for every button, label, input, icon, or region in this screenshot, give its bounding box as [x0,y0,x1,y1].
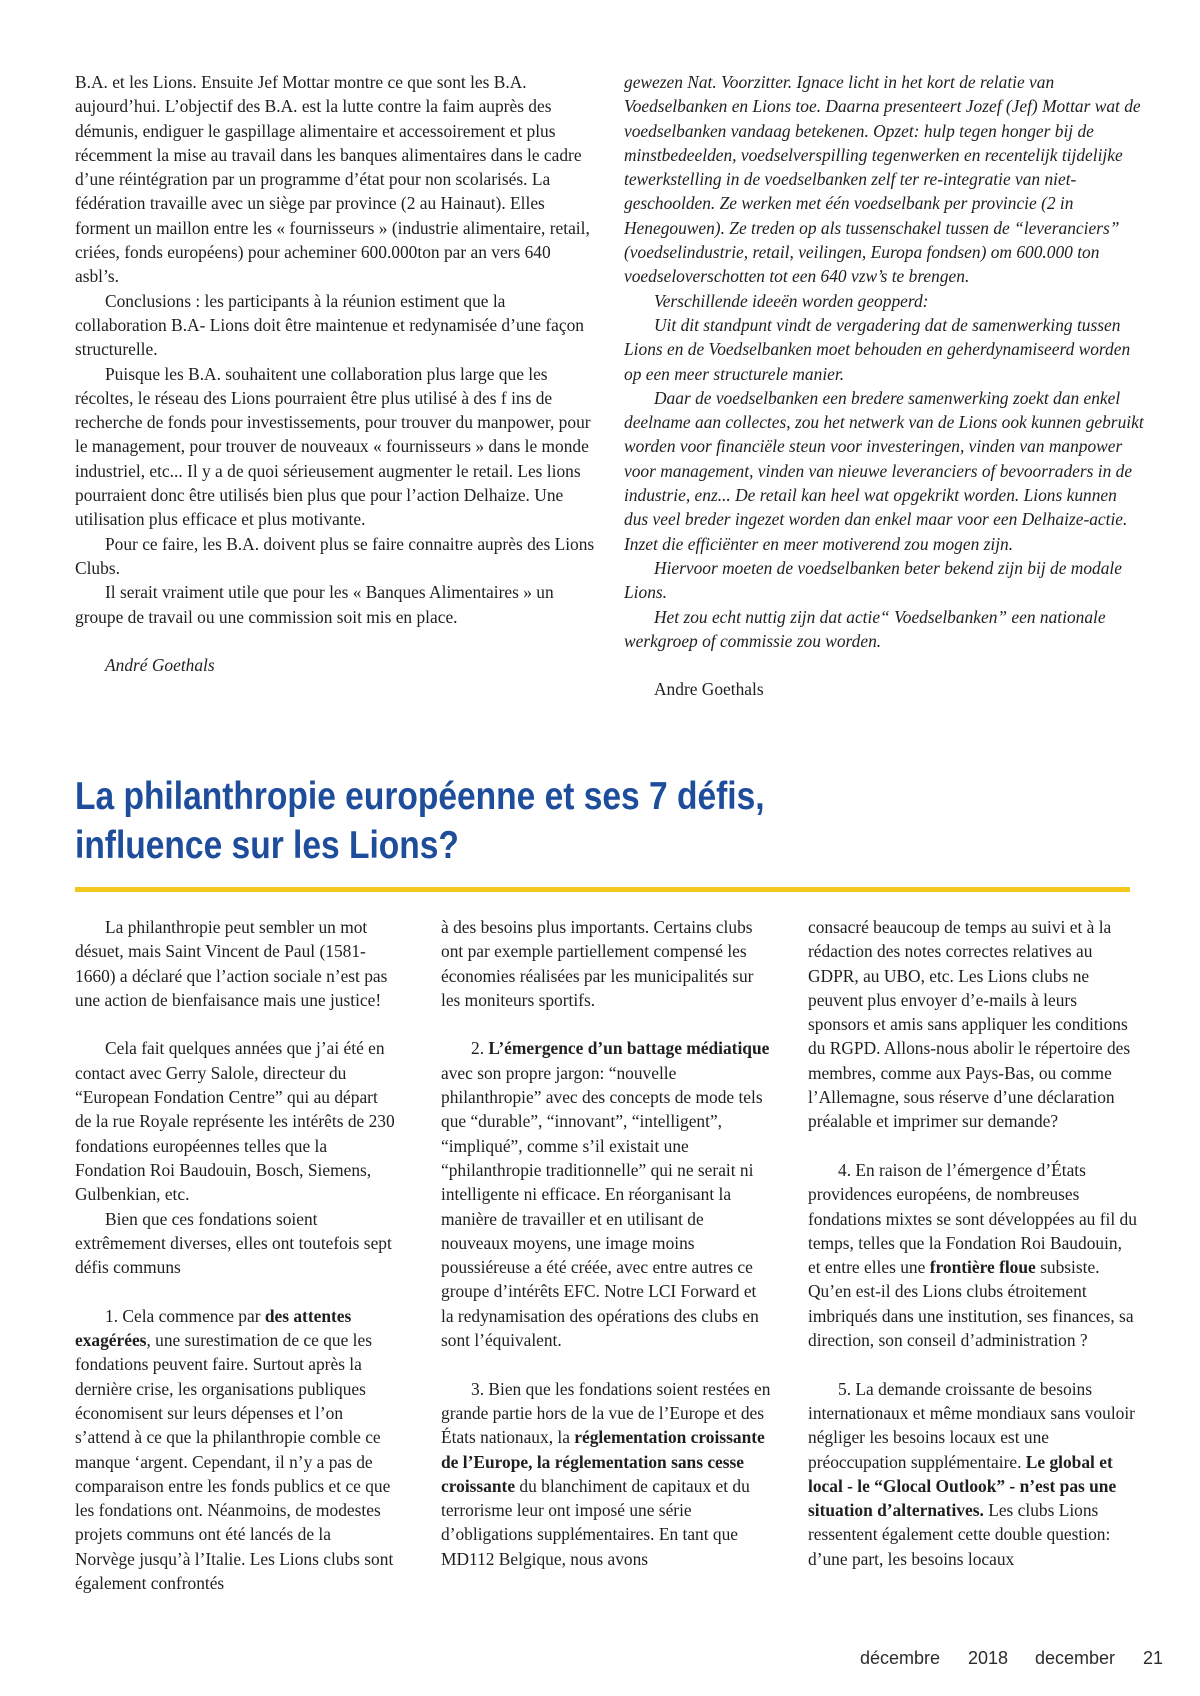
dutch-summary-column [624,70,1144,702]
c3-p2-text: 4. En raison de l’émergence d’États providences européens, de nombreuses fondations mixtes se sont développées au fil du temps, telles que la Fondation Roi Baudouin, et entre elles une [808,1159,1137,1278]
footer-month-nl: december [1035,1648,1116,1668]
nl-paragraph-3: Uit dit standpunt vindt de vergadering dat de samenwerking tussen Lions en de Voedselbanken moet behouden en geherdynamiseerd worden op een meer structurele manier. [624,314,1131,384]
fr-paragraph-3: Puisque les B.A. souhaitent une collaboration plus large que les récoltes, le réseau des Lions pourraient être plus utilisé à des f ins de recherche de fonds pour investissements, pour trouver du manpower, pour le management, pour trouver de nouveaux « fournisseurs » dans le monde industriel, etc... Il y a de quoi sérieusement augmenter le retail. Les lions pourraient donc être utilisés bien plus que pour l’action Delhaize. Une utilisation plus efficace et plus motivante. [75,363,591,530]
footer-month-fr: décembre [860,1648,941,1668]
article-column-3 [808,915,1138,1571]
c3-paragraph-challenge-5 [808,1377,1138,1571]
page-number: 21 [1143,1648,1164,1668]
c1-paragraph-challenge-1 [75,1304,395,1596]
c3-p2-text-rest: subsiste. Qu’en est-il des Lions clubs étroitement imbriqués dans une institution, ses finances, sa direction, son conseil d’administration ? [808,1257,1134,1351]
c2-paragraph-challenge-3 [441,1377,771,1571]
c3-p2-emphasis: frontière floue [929,1257,1036,1278]
fr-paragraph-5: Il serait vraiment utile que pour les « Banques Alimentaires » un groupe de travail ou une commission soit mis en place. [75,582,554,627]
article-title [75,772,987,870]
c2-paragraph-1: à des besoins plus importants. Certains clubs ont par exemple partiellement compensé les économies réalisées par les municipalités sur les moniteurs sportifs. [441,917,754,1010]
c2-p3-emphasis: réglementation croissante de l’Europe, la réglementation sans cesse croissante [441,1427,765,1496]
c2-p2-text-rest: avec son propre jargon: “nouvelle philanthropie” avec des concepts de mode tels que “durable”, “innovant”, “intelligent”, “impliqué”, comme s’il existait une “philanthropie traditionnelle” qui ne serait ni intelligente ni efficace. En réorganisant la manière de travailler et en utilisant de nouveaux moyens, une image moins poussiéreuse a été créée, avec entre autres ce groupe d’intérêts EFC. Notre LCI Forward et la redynamisation des opérations des clubs en sont l’équivalent. [441,1062,763,1351]
article-title-line-1: La philanthropie européenne et ses 7 défis, [75,775,765,818]
c3-p3-emphasis: Le global et local - le “Glocal Outlook” - n’est pas une situation d’alternatives. [808,1451,1117,1521]
c1-p4-text: 1. Cela commence par [105,1305,265,1326]
c1-p4-text-rest: , une surestimation de ce que les fondations peuvent faire. Surtout après la dernière crise, les organisations publiques économisent sur leurs dépenses et l’on s’attend à ce que la philanthropie comble ce manque ‘argent. Cependant, il n’y a pas de comparaison entre les fonds publics et ce que les fondations ont. Néanmoins, de modestes projets communs ont été lancés de la Norvège jusqu’à l’Italie. Les Lions clubs sont également confrontés [75,1330,394,1594]
c2-p3-text: 3. Bien que les fondations soient restées en grande partie hors de la vue de l’Europe et des États nationaux, la [441,1378,771,1448]
nl-paragraph-4: Daar de voedselbanken een bredere samenwerking zoekt dan enkel deelname aan collectes, zou het netwerk van de Lions ook kunnen gebruikt worden voor financiële steun voor investeringen, vinden van manpower voor management, vinden van nieuwe leveranciers of bevoorraders in de industrie, enz... De retail kan heel wat opgekrikt worden. Lions kunnen dus veel breder ingezet worden dan enkel maar voor een Delhaize-actie. Inzet die efficiënter en meer motiverend zou mogen zijn. [624,387,1144,554]
footer-year: 2018 [968,1648,1009,1668]
article-column-2 [441,915,771,1571]
nl-paragraph-2: Verschillende ideeën worden geopperd: [654,290,929,311]
fr-paragraph-2: Conclusions : les participants à la réunion estiment que la collaboration B.A- Lions doit être maintenue et redynamisée d’une façon structurelle. [75,290,584,360]
c1-p4-emphasis: des attentes exagérées [75,1305,352,1351]
nl-paragraph-5: Hiervoor moeten de voedselbanken beter bekend zijn bij de modale Lions. [624,557,1122,603]
c2-paragraph-challenge-2 [441,1036,771,1352]
title-underline-rule [75,887,1130,892]
nl-paragraph-6: Het zou echt nuttig zijn dat actie“ Voedselbanken” een nationale werkgroep of commissie zou worden. [624,606,1106,651]
article-title-line-2: influence sur les Lions? [75,824,459,867]
article-column-1 [75,915,395,1595]
c1-paragraph-2: Cela fait quelques années que j’ai été en contact avec Gerry Salole, directeur du “European Fondation Centre” qui au départ de la rue Royale représente les intérêts de 230 fondations européennes telles que la Fondation Roi Baudouin, Bosch, Siemens, Gulbenkian, etc. [75,1038,395,1205]
fr-paragraph-4: Pour ce faire, les B.A. doivent plus se faire connaitre auprès des Lions Clubs. [75,533,595,578]
c2-p3-text-rest: du blanchiment de capitaux et du terrorisme leur ont imposé une série d’obligations supplémentaires. En tant que MD112 Belgique, nous avons [441,1475,750,1569]
nl-paragraph-1: gewezen Nat. Voorzitter. Ignace licht in het kort de relatie van Voedselbanken en Lions toe. Daarna presenteert Jozef (Jef) Mottar wat de voedselbanken vandaag betekenen. Opzet: hulp tegen honger bij de minstbedeelden, voedselverspilling tegenwerken en recentelijk tijdelijke tewerkstelling in de voedselbanken zelf ter re-integratie van niet-geschoolden. Ze werken met één voedselbank per provincie (2 in Henegouwen). Ze treden op als tussenschakel tussen de “leveranciers” (voedselindustrie, retail, veilingen, Europa fondsen) om 600.000 ton voedseloverschotten tot een 640 vzw’s te brengen. [624,72,1141,287]
c2-p2-text: 2. [471,1038,489,1059]
c1-paragraph-1: La philanthropie peut sembler un mot désuet, mais Saint Vincent de Paul (1581-1660) a déclaré que l’action sociale n’est pas une action de bienfaisance mais une justice! [75,917,388,1010]
c2-p2-emphasis: L’émergence d’un battage médiatique [488,1038,770,1059]
c3-paragraph-1: consacré beaucoup de temps au suivi et à la rédaction des notes correctes relatives au GDPR, au UBO, etc. Les Lions clubs ne peuvent plus envoyer d’e-mails à leurs sponsors et amis sans appliquer les conditions du RGPD. Allons-nous abolir le répertoire des membres, comme aux Pays-Bas, ou comme l’Allemagne, sous réserve d’une déclaration préalable et imprimer sur demande? [808,917,1131,1132]
fr-signature: André Goethals [105,655,215,676]
page-footer [860,1648,1170,1672]
c3-p3-text-rest: Les clubs Lions ressentent également cette double question: d’une part, les besoins locaux [808,1500,1111,1569]
c3-p3-text: 5. La demande croissante de besoins internationaux et même mondiaux sans vouloir négliger les besoins locaux est une préoccupation supplémentaire. [808,1378,1135,1472]
french-summary-column [75,70,595,677]
c3-paragraph-challenge-4 [808,1158,1138,1352]
c1-paragraph-3: Bien que ces fondations soient extrêmement diverses, elles ont toutefois sept défis communs [75,1208,392,1278]
fr-paragraph-1: B.A. et les Lions. Ensuite Jef Mottar montre ce que sont les B.A. aujourd’hui. L’objectif des B.A. est la lutte contre la faim auprès des démunis, endiguer le gaspillage alimentaire et accessoirement et plus récemment la mise au travail dans les banques alimentaires dans le cadre d’une réintégration par un programme d’état pour non scolarisés. La fédération travaille avec un siège par province (2 au Hainaut). Elles forment un maillon entre les « fournisseurs » (industrie alimentaire, retail, criées, fonds européens) pour acheminer 600.000ton par an vers 640 asbl’s. [75,72,590,287]
nl-signature: Andre Goethals [654,679,764,700]
